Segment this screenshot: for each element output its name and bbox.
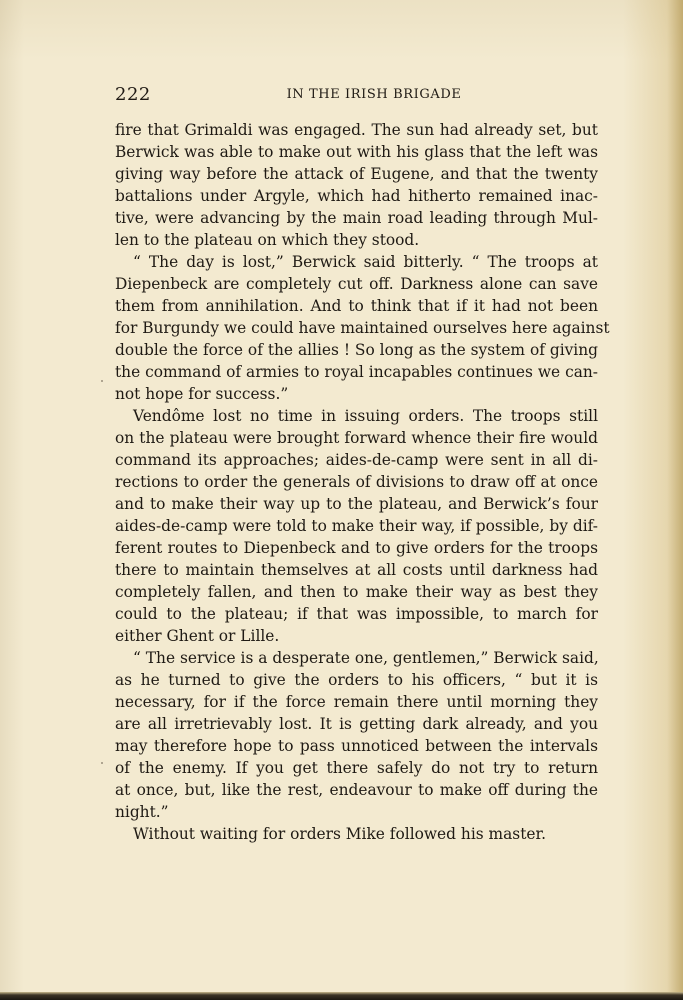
text-line: rections to order the generals of divisions to draw off at once <box>115 473 598 491</box>
text-line: the command of armies to royal incapables continues we can- <box>115 363 598 381</box>
text-line: “ The day is lost,” Berwick said bitterly. “ The troops at <box>133 253 598 271</box>
text-line: either Ghent or Lille. <box>115 627 280 645</box>
text-line: ferent routes to Diepenbeck and to give orders for the troops <box>115 539 598 557</box>
text-line: Vendôme lost no time in issuing orders. The troops still <box>133 407 598 425</box>
text-line: len to the plateau on which they stood. <box>115 231 420 249</box>
paper-fleck <box>101 380 103 382</box>
text-line: them from annihilation. And to think that if it had not been <box>115 297 598 315</box>
paper-fleck <box>101 762 103 764</box>
text-line: on the plateau were brought forward whence their fire would <box>115 429 598 447</box>
text-line: fire that Grimaldi was engaged. The sun had already set, but <box>115 121 598 139</box>
text-line: may therefore hope to pass unnoticed between the intervals <box>115 737 598 755</box>
text-line: could to the plateau; if that was impossible, to march for <box>115 605 598 623</box>
text-line: night.” <box>115 803 169 821</box>
text-line: giving way before the attack of Eugene, and that the twenty <box>115 165 598 183</box>
text-line: of the enemy. If you get there safely do not try to return <box>115 759 598 777</box>
text-line: are all irretrievably lost. It is getting dark already, and you <box>115 715 598 733</box>
text-line: battalions under Argyle, which had hitherto remained inac- <box>115 187 598 205</box>
page-bottom-edge <box>0 992 683 1000</box>
text-line: Diepenbeck are completely cut off. Darkness alone can save <box>115 275 598 293</box>
running-head: IN THE IRISH BRIGADE <box>286 87 462 102</box>
page-header <box>115 84 598 104</box>
text-line: command its approaches; aides-de-camp were sent in all di- <box>115 451 598 469</box>
page-number: 222 <box>115 84 151 105</box>
text-line: at once, but, like the rest, endeavour to make off during the <box>115 781 598 799</box>
text-line: and to make their way up to the plateau, and Berwick’s four <box>115 495 598 513</box>
text-line: Without waiting for orders Mike followed his master. <box>133 825 547 843</box>
text-line: for Burgundy we could have maintained ourselves here against <box>115 319 610 337</box>
text-line: aides-de-camp were told to make their way, if possible, by dif- <box>115 517 598 535</box>
text-line: tive, were advancing by the main road leading through Mul- <box>115 209 598 227</box>
text-line: as he turned to give the orders to his officers, “ but it is <box>115 671 598 689</box>
text-line: not hope for success.” <box>115 385 289 403</box>
text-line: “ The service is a desperate one, gentlemen,” Berwick said, <box>133 649 599 667</box>
text-line: double the force of the allies ! So long as the system of giving <box>115 341 598 359</box>
text-line: there to maintain themselves at all costs until darkness had <box>115 561 598 579</box>
text-line: necessary, for if the force remain there until morning they <box>115 693 598 711</box>
text-line: completely fallen, and then to make their way as best they <box>115 583 598 601</box>
body-text <box>115 119 610 845</box>
text-line: Berwick was able to make out with his glass that the left was <box>115 143 598 161</box>
